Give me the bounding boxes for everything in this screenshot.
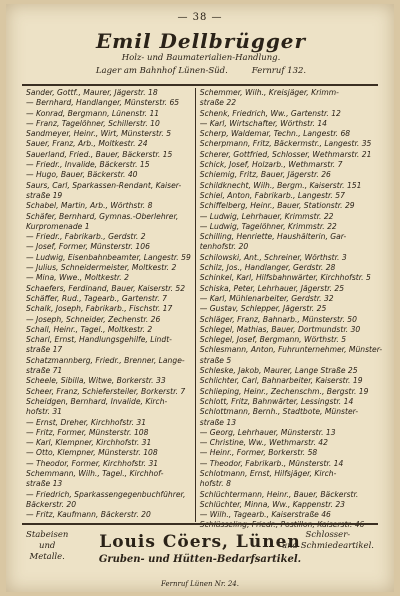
directory-entry: Scherer, Gottfried, Schlosser, Wethmarstr. 21 xyxy=(199,149,372,159)
ad-address-line xyxy=(26,65,376,77)
ad-company-name: Emil Dellbrügger xyxy=(95,29,307,53)
directory-entry: — Friedrich, Sparkassengegenbuchführer, xyxy=(26,489,186,499)
directory-entry: Schäffer, Rud., Tagearb., Gartenstr. 7 xyxy=(26,293,167,303)
directory-entry: Schlottmann, Bernh., Stadtbote, Münster- xyxy=(199,407,359,417)
directory-columns xyxy=(22,88,383,530)
directory-entry: Scheele, Sibilla, Witwe, Borkerstr. 33 xyxy=(26,376,166,386)
directory-entry: — Theodor, Former, Kirchhofstr. 31 xyxy=(26,458,159,468)
directory-entry: — Ernst, Dreher, Kirchhofstr. 31 xyxy=(26,417,147,427)
directory-entry: Schemmer, Wilh., Kreisjäger, Krimm- xyxy=(199,88,339,97)
ad-right-note: Schlosser- und Schmiedeartikel. xyxy=(281,530,374,551)
directory-entry: straße 17 xyxy=(26,345,63,355)
directory-entry: Schall, Heinr., Tagel., Moltkestr. 2 xyxy=(26,324,153,334)
directory-entry: Schilowski, Ant., Schreiner, Wörthstr. 3 xyxy=(199,252,347,262)
bottom-rule xyxy=(22,523,378,525)
directory-entry: — Fritz, Kaufmann, Bäckerstr. 20 xyxy=(26,510,151,520)
directory-entry: Schlott, Fritz, Bahnwärter, Lessingstr. 14 xyxy=(199,396,354,406)
directory-entry: Schlieping, Heinr., Zechenschm., Bergstr. 19 xyxy=(199,386,369,396)
directory-entry: straße 19 xyxy=(26,190,63,200)
directory-entry: — Mina, Wwe., Moltkestr. 2 xyxy=(26,273,129,283)
directory-entry: — Josef, Former, Münsterstr. 106 xyxy=(26,242,150,252)
directory-entry: Sauer, Franz, Arb., Moltkestr. 24 xyxy=(26,139,148,149)
ad-company-name: Louis Cöers, Lünen xyxy=(99,532,301,552)
directory-entry: — Bernhard, Handlanger, Münsterstr. 65 xyxy=(26,98,180,108)
directory-entry: Scherpmann, Fritz, Bäckermstr., Langestr. 35 xyxy=(199,139,372,149)
directory-entry: — Hugo, Bauer, Bäckerstr. 40 xyxy=(26,170,138,180)
directory-entry: — Friedr., Fabrikarb., Gerdstr. 2 xyxy=(26,232,146,242)
directory-entry: Schäfer, Bernhard, Gymnas.-Oberlehrer, xyxy=(26,211,179,221)
directory-entry: Schabel, Martin, Arb., Wörthstr. 8 xyxy=(26,201,153,211)
directory-entry: Schiel, Anton, Fabrikarb., Langestr. 57 xyxy=(199,190,345,200)
directory-entry: hofstr. 8 xyxy=(199,479,231,489)
directory-entry: straße 13 xyxy=(26,479,63,489)
directory-entry: — Christine, Ww., Wethmarstr. 42 xyxy=(199,438,328,448)
directory-entry: — Joseph, Schneider, Zechenstr. 26 xyxy=(26,314,161,324)
directory-entry: Schenk, Friedrich, Ww., Gartenstr. 12 xyxy=(199,108,341,118)
directory-entry: Schildknecht, Wilh., Bergm., Kaiserstr. 151 xyxy=(199,180,362,190)
directory-entry: — Heinr., Former, Borkerstr. 58 xyxy=(199,448,318,458)
directory-entry: Schatzmannberg, Friedr., Brenner, Lange- xyxy=(26,355,185,365)
directory-entry: Schlesmann, Anton, Fuhrunternehmer, Münster- xyxy=(199,345,383,355)
ad-left-note: Stabeisen und Metalle. xyxy=(26,530,69,562)
directory-entry: Scharl, Ernst, Handlungsgehilfe, Lindt- xyxy=(26,335,172,345)
directory-entry: — Gustav, Schlepper, Jägerstr. 25 xyxy=(199,304,327,314)
directory-entry: Schiffelberg, Heinr., Bauer, Stationstr. 29 xyxy=(199,201,355,211)
directory-entry: Scheer, Franz, Schiefersteiler, Borkerstr. 7 xyxy=(26,386,186,396)
directory-entry: Schilz, Jos., Handlanger, Gerdstr. 28 xyxy=(199,263,336,273)
directory-entry: Schlichter, Carl, Bahnarbeiter, Kaiserstr. 19 xyxy=(199,376,363,386)
directory-entry: Scheidgen, Bernhard, Invalide, Kirch- xyxy=(26,396,168,406)
directory-entry: — Karl, Wirtschafter, Wörthstr. 14 xyxy=(199,118,328,128)
directory-entry: Sandmeyer, Heinr., Wirt, Münsterstr. 5 xyxy=(26,129,172,139)
directory-entry: — Theodor, Fabrikarb., Münsterstr. 14 xyxy=(199,458,344,468)
directory-entry: Schlüchter, Minna, Ww., Kappenstr. 23 xyxy=(199,499,345,509)
advertisement-coers xyxy=(22,526,378,578)
directory-entry: hofstr. 31 xyxy=(26,407,62,417)
directory-entry: Sauerland, Fried., Bauer, Bäckerstr. 15 xyxy=(26,149,173,159)
directory-entry: — Karl, Klempner, Kirchhofstr. 31 xyxy=(26,438,152,448)
directory-entry: — Friedr., Invalide, Bäckerstr. 15 xyxy=(26,160,150,170)
directory-entry: straße 5 xyxy=(199,355,232,365)
directory-entry: tenhofstr. 20 xyxy=(199,242,249,252)
directory-entry: straße 13 xyxy=(199,417,237,427)
directory-entry: Schleske, Jakob, Maurer, Lange Straße 25 xyxy=(199,366,358,376)
directory-entry: Schlüsseling, Friedr., Postillon, Kaiserstr. 46 xyxy=(199,520,365,530)
directory-entry: Schiska, Peter, Lehrhauer, Jägerstr. 25 xyxy=(199,283,345,293)
directory-entry: — Karl, Mühlenarbeiter, Gerdstr. 32 xyxy=(199,293,334,303)
directory-entry: — Ludwig, Eisenbahnbeamter, Langestr. 59 xyxy=(26,252,191,262)
directory-entry: — Konrad, Bergmann, Lünenstr. 11 xyxy=(26,108,160,118)
ad-location: Lager am Bahnhof Lünen-Süd. xyxy=(95,66,228,76)
directory-entry: Schaefers, Ferdinand, Bauer, Kaiserstr. 52 xyxy=(26,283,186,293)
directory-entry: — Ludwig, Tagelöhner, Krimmstr. 22 xyxy=(199,221,337,231)
ad-subtitle: Gruben- und Hütten-Bedarfsartikel. xyxy=(98,554,302,565)
directory-entry: Schlegel, Mathias, Bauer, Dortmundstr. 30 xyxy=(199,324,361,334)
ad-phone: Fernruf 132. xyxy=(251,66,307,76)
page-number: — 38 — xyxy=(177,12,223,23)
directory-entry: — Fritz, Former, Münsterstr. 108 xyxy=(26,427,149,437)
directory-entry: Schläger, Franz, Bahnarb., Münsterstr. 50 xyxy=(199,314,357,324)
directory-entry: Kurpromenade 1 xyxy=(26,221,90,231)
ad-subtitle: Holz- und Baumaterialien-Handlung. xyxy=(121,53,281,63)
directory-entry: Schlegel, Josef, Bergmann, Wörthstr. 5 xyxy=(199,335,347,345)
directory-entry: Schilling, Henriette, Haushälterin, Gar- xyxy=(199,232,347,242)
directory-entry: — Wilh., Tagearb., Kaiserstraße 46 xyxy=(199,510,331,520)
directory-entry: Bäckerstr. 20 xyxy=(26,499,77,509)
directory-entry: — Otto, Klempner, Münsterstr. 108 xyxy=(26,448,158,458)
directory-entry: Sander, Gottf., Maurer, Jägerstr. 18 xyxy=(26,88,158,97)
directory-entry: Schlüchtermann, Heinr., Bauer, Bäckerstr. xyxy=(199,489,359,499)
directory-entry: — Ludwig, Lehrhauer, Krimmstr. 22 xyxy=(199,211,334,221)
directory-entry: — Franz, Tagelöhner, Schillerstr. 10 xyxy=(26,118,160,128)
directory-column-left xyxy=(22,88,195,522)
directory-entry: Schick, Josef, Holzarb., Wethmarstr. 7 xyxy=(199,160,343,170)
directory-entry: Schiemig, Fritz, Bauer, Jägerstr. 26 xyxy=(199,170,331,180)
directory-entry: Schemmann, Wilh., Tagel., Kirchhof- xyxy=(26,468,164,478)
directory-entry: — Georg, Lehrhauer, Münsterstr. 13 xyxy=(199,427,336,437)
directory-entry: Scherp, Waldemar, Techn., Langestr. 68 xyxy=(199,129,351,139)
top-rule xyxy=(22,84,378,86)
directory-entry: Schinkel, Karl, Hilfsbahnwärter, Kirchhofstr. 5 xyxy=(199,273,371,283)
directory-column-right xyxy=(195,88,386,530)
directory-entry: straße 22 xyxy=(199,98,237,108)
directory-entry: Schalk, Joseph, Fabrikarb., Fischstr. 17 xyxy=(26,304,173,314)
directory-entry: Schlotmann, Ernst, Hilfsjäger, Kirch- xyxy=(199,468,337,478)
directory-entry: straße 71 xyxy=(26,366,63,376)
directory-entry: — Julius, Schneidermeister, Moltkestr. 2 xyxy=(26,263,177,273)
advertisement-dellbruegger xyxy=(26,30,376,82)
footer-phone: Fernruf Lünen Nr. 24. xyxy=(161,580,239,588)
directory-entry: Saurs, Carl, Sparkassen-Rendant, Kaiser- xyxy=(26,180,182,190)
directory-page xyxy=(6,4,394,592)
